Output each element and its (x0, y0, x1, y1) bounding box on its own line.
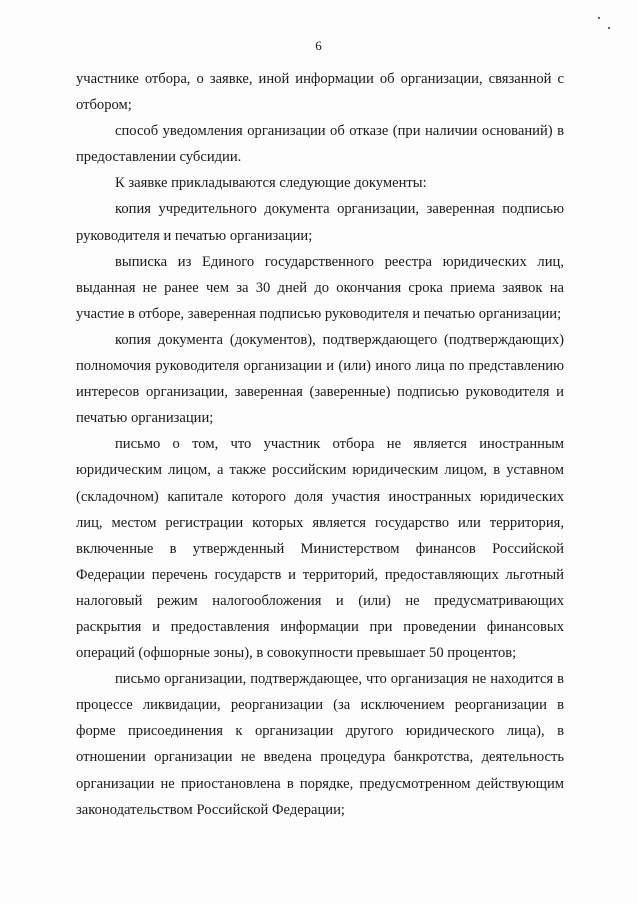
paragraph-liquidation-letter: письмо организации, подтверждающее, что организация не находится в процессе ликвидации, реорганизации (за исключением реорганизации в форме присоединения к организации другого юридического лица), в отношении организации не введена процедура банкротства, деятельность организации не приостановлена в порядке, предусмотренном действующим законодательством Российской Федерации; (76, 671, 564, 818)
scan-speck-mark (608, 27, 610, 29)
paragraph-documents-intro: К заявке прикладываются следующие документы: (115, 175, 427, 192)
paragraph-charter-copy: копия учредительного документа организации, заверенная подписью руководителя и печатью организации; (76, 201, 564, 244)
paragraph-offshore-letter: письмо о том, что участник отбора не является иностранным юридическим лицом, а также российским юридическим лицом, в уставном (складочном) капитале которого доля участия иностранных юридических лиц, местом регистрации которых является государство или территория, включенные в утвержденный Министерством финансов Российской Федерации перечень государств и территорий, предоставляющих льготный налоговый режим налогообложения и (или) не предусматривающих раскрытия и предоставления информации при проведении финансовых операций (офшорные зоны), в совокупности превышает 50 процентов; (76, 436, 564, 662)
paragraph-continuation: участнике отбора, о заявке, иной информации об организации, связанной с отбором; (76, 71, 564, 114)
paragraph-notification-method: способ уведомления организации об отказе (при наличии оснований) в предоставлении субсидии. (76, 123, 564, 166)
page-number: 6 (315, 38, 322, 53)
document-body (76, 66, 564, 823)
paragraph-registry-extract: выписка из Единого государственного реестра юридических лиц, выданная не ранее чем за 30 дней до окончания срока приема заявок на участие в отборе, заверенная подписью руководителя и печатью организации; (76, 253, 564, 322)
paragraph-authority-documents: копия документа (документов), подтверждающего (подтверждающих) полномочия руководителя организации и (или) иного лица по представлению интересов организации, заверенная (заверенные) подписью руководителя и печатью организации; (76, 331, 564, 427)
scan-speck-mark (598, 17, 600, 19)
